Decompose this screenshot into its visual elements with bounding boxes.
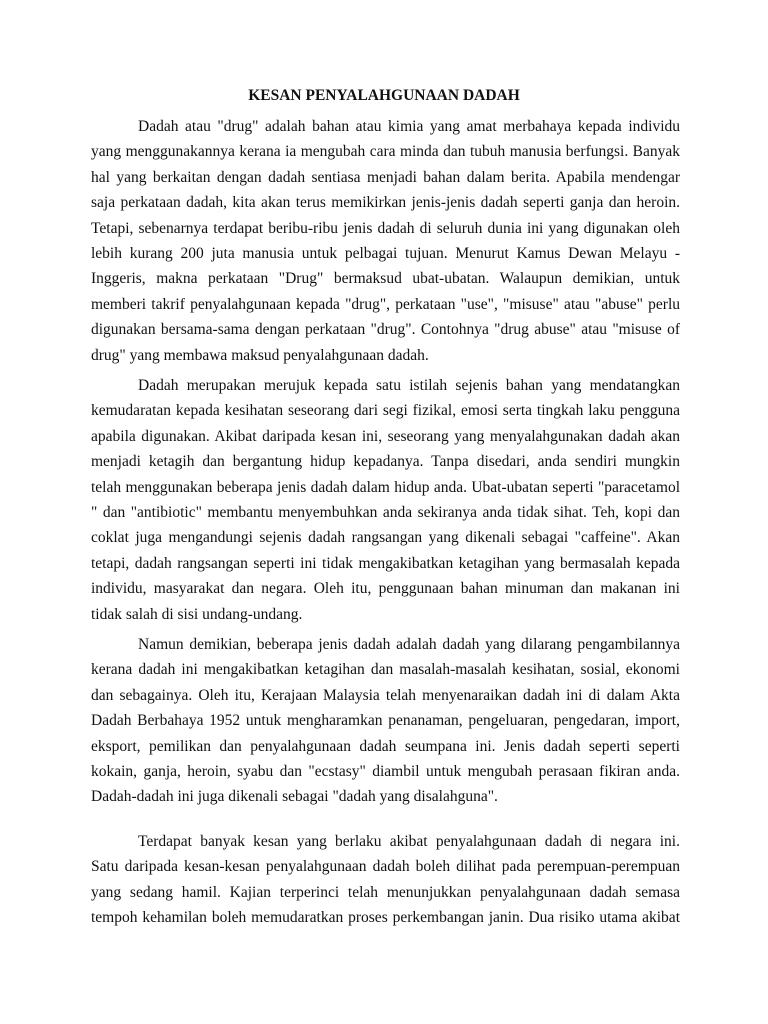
paragraph-3-line: eksport, pemilikan dan penyalahgunaan dadah seumpana ini. Jenis dadah seperti seperti [91, 737, 680, 755]
paragraph-1-line: lebih kurang 200 juta manusia untuk pelbagai tujuan. Menurut Kamus Dewan Melayu - [91, 245, 680, 262]
paragraph-2-line: apabila digunakan. Akibat daripada kesan ini, seseorang yang menyalahgunakan dadah akan [91, 427, 680, 445]
paragraph-4-line: Satu daripada kesan-kesan penyalahgunaan dadah boleh dilihat pada perempuan-perempuan [91, 858, 680, 876]
paragraph-1-line: hal yang berkaitan dengan dadah sentiasa menjadi bahan dalam berita. Apabila mendengar [91, 168, 680, 186]
paragraph-2-line: tidak salah di sisi undang-undang. [91, 605, 303, 623]
paragraph-1-line: digunakan bersama-sama dengan perkataan "drug". Contohnya "drug abuse" atau "misuse of [91, 321, 680, 339]
paragraph-2-line: Dadah merupakan merujuk kepada satu istilah sejenis bahan yang mendatangkan [138, 377, 680, 394]
paragraph-2-line: " dan "antibiotic" membantu menyembuhkan anda sekiranya anda tidak sihat. Teh, kopi dan [91, 504, 680, 521]
paragraph-2-line: kemudaratan kepada kesihatan seseorang dari segi fizikal, emosi serta tingkah laku pengguna [91, 402, 680, 420]
paragraph-1-line: Tetapi, sebenarnya terdapat beribu-ribu jenis dadah di seluruh dunia ini yang digunakan oleh [91, 219, 680, 237]
paragraph-2-line: coklat juga mengandungi sejenis dadah rangsangan yang dikenali sebagai "caffeine". Akan [91, 529, 680, 547]
paragraph-1-line: Dadah atau "drug" adalah bahan atau kimia yang amat merbahaya kepada individu [138, 118, 680, 135]
paragraph-4-line: yang sedang hamil. Kajian terperinci telah menunjukkan penyalahgunaan dadah semasa [91, 883, 680, 901]
document-title: KESAN PENYALAHGUNAAN DADAH [248, 87, 520, 104]
paragraph-2-line: individu, masyarakat dan negara. Oleh itu, penggunaan bahan minuman dan makanan ini [91, 580, 680, 598]
paragraph-2-line: menjadi ketagih dan bergantung hidup kepadanya. Tanpa disedari, anda sendiri mungkin [91, 453, 680, 471]
paragraph-4-line: Terdapat banyak kesan yang berlaku akibat penyalahgunaan dadah di negara ini. [138, 833, 680, 850]
paragraph-3-line: Dadah-dadah ini juga dikenali sebagai "dadah yang disalahguna". [91, 788, 498, 806]
paragraph-3-line: Namun demikian, beberapa jenis dadah adalah dadah yang dilarang pengambilannya [138, 636, 680, 653]
paragraph-4-line: tempoh kehamilan boleh memudaratkan proses perkembangan janin. Dua risiko utama akibat [91, 909, 680, 927]
paragraph-1-line: drug" yang membawa maksud penyalahgunaan dadah. [91, 346, 429, 364]
paragraph-1-line: memberi takrif penyalahgunaan kepada "drug", perkataan "use", "misuse" atau "abuse" perlu [91, 295, 680, 313]
paragraph-3-line: dan sebagainya. Oleh itu, Kerajaan Malaysia telah menyenaraikan dadah ini di dalam Akta [91, 686, 680, 704]
paragraph-3-line: Dadah Berbahaya 1952 untuk mengharamkan penanaman, pengeluaran, pengedaran, import, [91, 712, 680, 730]
paragraph-2-line: telah menggunakan beberapa jenis dadah dalam hidup anda. Ubat-ubatan seperti "paracetamol [91, 478, 680, 496]
paragraph-3-line: kokain, ganja, heroin, syabu dan "ecstasy" diambil untuk mengubah perasaan fikiran anda. [91, 763, 680, 780]
paragraph-1-line: Inggeris, makna perkataan "Drug" bermaksud ubat-ubatan. Walaupun demikian, untuk [91, 270, 680, 288]
paragraph-1-line: saja perkataan dadah, kita akan terus memikirkan jenis-jenis dadah seperti ganja dan heroin. [91, 194, 680, 212]
paragraph-2-line: tetapi, dadah rangsangan seperti ini tidak mengakibatkan ketagihan yang bermasalah kepada [91, 554, 680, 572]
paragraph-1-line: yang menggunakannya kerana ia mengubah cara minda dan tubuh manusia berfungsi. Banyak [91, 143, 680, 161]
paragraph-3-line: kerana dadah ini mengakibatkan ketagihan dan masalah-masalah kesihatan, sosial, ekonomi [91, 661, 680, 679]
